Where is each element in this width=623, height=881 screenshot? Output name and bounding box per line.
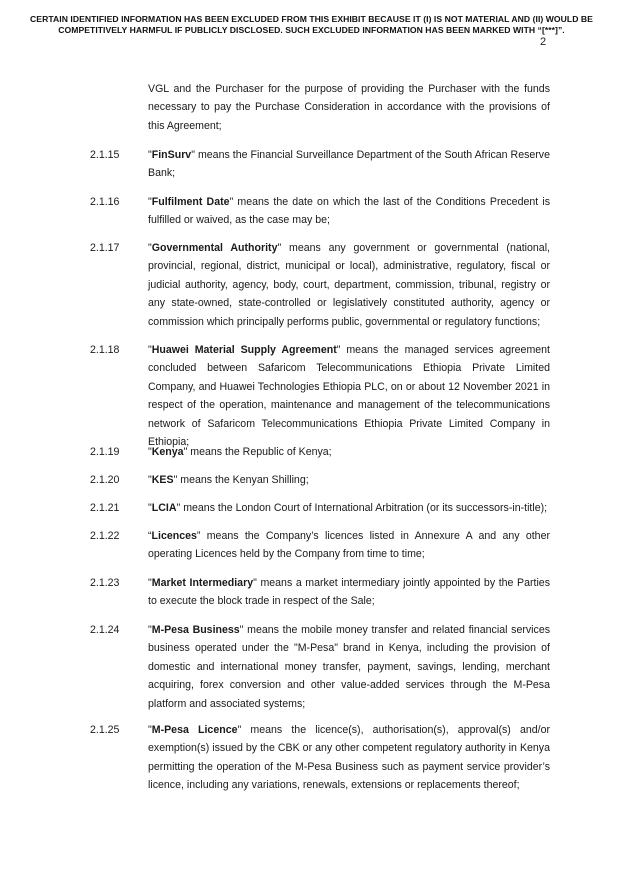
open-quote: " xyxy=(148,502,152,514)
defined-term: Licences xyxy=(151,530,197,542)
close-quote: " xyxy=(277,242,282,254)
clause-number: 2.1.23 xyxy=(90,577,120,589)
clause-number: 2.1.18 xyxy=(90,344,120,356)
clause-body xyxy=(148,341,550,451)
clause-text: VGL and the Purchaser for the purpose of providing the Purchaser with the funds necessary to pay the Purchase Consideration in accordance with the provisions of this Agreement; xyxy=(148,83,550,132)
definition-text: means the licence(s), authorisation(s), approval(s) and/or exemption(s) issued by the CBK or any other competent regulatory authority in Kenya permitting the operation of the M-Pesa Business such as payment service provider’s licence, including any variations, renewals, extensions or replacements thereof; xyxy=(148,724,550,792)
clause-body xyxy=(148,721,550,795)
clause-body xyxy=(148,621,550,713)
open-quote: " xyxy=(148,724,152,736)
definition-text: means the Financial Surveillance Department of the South African Reserve Bank; xyxy=(148,149,550,180)
open-quote: " xyxy=(148,196,152,208)
definition-text: means any government or governmental (national, provincial, regional, district, municipal or local), administrative, regulatory, fiscal or judicial authority, agency, body, court, department, commission, tribunal, registry or any state-owned, state-controlled or legislatively constituted authority, agency or commission which principally performs public, governmental or regulatory functions; xyxy=(148,242,550,328)
open-quote: " xyxy=(148,242,152,254)
close-quote: " xyxy=(239,624,244,636)
clause-number: 2.1.15 xyxy=(90,149,120,161)
defined-term: Kenya xyxy=(151,446,184,458)
defined-term: Fulfilment Date xyxy=(151,196,230,208)
defined-term: Huawei Material Supply Agreement xyxy=(151,344,337,356)
open-quote: " xyxy=(148,344,152,356)
defined-term: LCIA xyxy=(151,502,177,514)
clause-number: 2.1.24 xyxy=(90,624,120,636)
clause-body xyxy=(148,527,550,564)
open-quote: " xyxy=(148,624,152,636)
defined-term: M-Pesa Licence xyxy=(151,724,238,736)
defined-term: Governmental Authority xyxy=(151,242,278,254)
open-quote: " xyxy=(148,577,152,589)
defined-term: M-Pesa Business xyxy=(151,624,240,636)
clause-number: 2.1.22 xyxy=(90,530,120,542)
defined-term: FinSurv xyxy=(151,149,192,161)
definition-text: means the date on which the last of the Conditions Precedent is fulfilled or waived, as the case may be; xyxy=(148,196,550,227)
definition-text: means the managed services agreement concluded between Safaricom Telecommunications Ethiopia Private Limited Company, and Huawei Technologies Ethiopia PLC, on or about 12 November 2021 in respect of the operation, maintenance and management of the telecommunications network of Safaricom Telecommunications Ethiopia Private Limited Company in Ethiopia; xyxy=(148,344,550,449)
clause-number: 2.1.25 xyxy=(90,724,120,736)
close-quote: " xyxy=(176,502,181,514)
clause-number: 2.1.17 xyxy=(90,242,120,254)
page-number: 2 xyxy=(540,36,547,48)
close-quote: " xyxy=(336,344,341,356)
confidentiality-legend: CERTAIN IDENTIFIED INFORMATION HAS BEEN EXCLUDED FROM THIS EXHIBIT BECAUSE IT (I) IS NOT MATERIAL AND (II) WOULD BE COMPETITIVELY HARMFUL IF PUBLICLY DISCLOSED. SUCH EXCLUDED INFORMATION HAS BEEN MARKED WITH “[***]”. xyxy=(30,14,593,35)
open-quote: " xyxy=(148,446,152,458)
close-quote: ” xyxy=(196,530,201,542)
defined-term: Market Intermediary xyxy=(151,577,254,589)
clause-number: 2.1.19 xyxy=(90,446,120,458)
defined-term: KES xyxy=(151,474,174,486)
clause-body xyxy=(148,443,550,461)
clause-number: 2.1.16 xyxy=(90,196,120,208)
close-quote: " xyxy=(183,446,188,458)
clause-body xyxy=(148,239,550,331)
clause-body xyxy=(148,146,550,183)
definition-text: means the Republic of Kenya; xyxy=(187,446,332,458)
close-quote: " xyxy=(173,474,178,486)
close-quote: " xyxy=(229,196,234,208)
open-quote: “ xyxy=(148,530,152,542)
definition-text: means the London Court of International Arbitration (or its successors-in-title); xyxy=(180,502,548,514)
open-quote: " xyxy=(148,149,152,161)
clause-number: 2.1.21 xyxy=(90,502,120,514)
close-quote: " xyxy=(253,577,257,589)
clause-body xyxy=(148,471,550,489)
definition-text: means the mobile money transfer and related financial services business operated under the "M-Pesa" brand in Kenya, including the provision of domestic and international money transfer, payment, savings, lending, merchant acquiring, forex conversion and other value-added services through the M-Pesa platform and associated systems; xyxy=(148,624,551,710)
definition-text: means the Company’s licences listed in Annexure A and any other operating Licences held by the Company from time to time; xyxy=(148,530,550,561)
close-quote: " xyxy=(191,149,195,161)
clause-number: 2.1.20 xyxy=(90,474,120,486)
clause-body xyxy=(148,193,550,230)
close-quote: " xyxy=(237,724,242,736)
open-quote: " xyxy=(148,474,152,486)
definition-text: means a market intermediary jointly appointed by the Parties to execute the block trade in respect of the Sale; xyxy=(148,577,550,608)
clause-body xyxy=(148,499,550,517)
clause-body xyxy=(148,574,550,611)
definition-text: means the Kenyan Shilling; xyxy=(177,474,309,486)
